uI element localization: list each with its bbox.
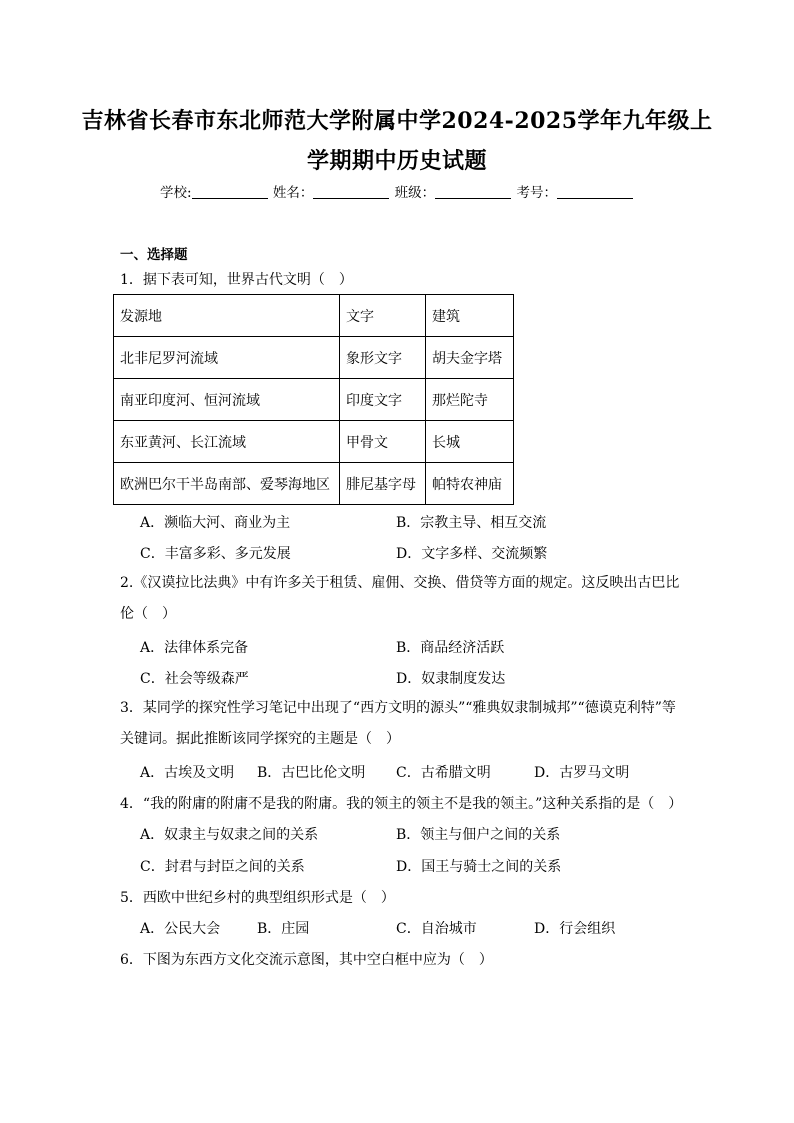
school-label: 学校: [160, 185, 192, 201]
class-blank[interactable] [435, 184, 511, 199]
q1-table [113, 294, 514, 505]
table-cell: 欧洲巴尔干半岛南部、爱琴海地区 [114, 463, 340, 505]
table-cell: 发源地 [114, 295, 340, 337]
q5-stem: 5．西欧中世纪乡村的典型组织形式是（ ） [120, 890, 395, 906]
q5-option-b[interactable]: B．庄园 [257, 921, 310, 937]
q3-option-d[interactable]: D．古罗马文明 [534, 765, 630, 781]
exam-no-label: 考号： [516, 185, 557, 201]
q3-option-a[interactable]: A．古埃及文明 [140, 765, 235, 781]
table-row [114, 379, 514, 421]
table-cell: 象形文字 [340, 337, 426, 379]
q4-option-b[interactable]: B．领主与佃户之间的关系 [396, 827, 561, 843]
q5-option-c[interactable]: C．自治城市 [396, 921, 477, 937]
table-cell: 那烂陀寺 [426, 379, 514, 421]
q3-stem: 3．某同学的探究性学习笔记中出现了“西方文明的源头”“雅典奴隶制城邦”“德谟克利特”等关键词。据此推断该同学探究的主题是（ ） [120, 700, 676, 747]
exam-title-line2: 学期期中历史试题 [306, 148, 487, 174]
student-info-line [0, 181, 794, 201]
q1-option-a[interactable]: A．濒临大河、商业为主 [140, 515, 291, 531]
q4-option-c[interactable]: C．封君与封臣之间的关系 [140, 859, 305, 875]
q3-option-c[interactable]: C．古希腊文明 [396, 765, 491, 781]
table-cell: 甲骨文 [340, 421, 426, 463]
q2-option-c[interactable]: C．社会等级森严 [140, 671, 249, 687]
q1-stem: 1．据下表可知，世界古代文明（ ） [120, 272, 353, 288]
table-row [114, 421, 514, 463]
table-cell: 北非尼罗河流域 [114, 337, 340, 379]
name-label: 姓名： [272, 185, 314, 201]
table-cell: 腓尼基字母 [340, 463, 426, 505]
q4-option-a[interactable]: A．奴隶主与奴隶之间的关系 [140, 827, 319, 843]
name-blank[interactable] [313, 184, 389, 199]
q4-option-d[interactable]: D．国王与骑士之间的关系 [396, 859, 562, 875]
table-row [114, 463, 514, 505]
q3-option-b[interactable]: B．古巴比伦文明 [257, 765, 366, 781]
q2-option-b[interactable]: B．商品经济活跃 [396, 640, 505, 656]
q5-option-d[interactable]: D．行会组织 [534, 921, 616, 937]
q1-option-c[interactable]: C．丰富多彩、多元发展 [140, 546, 291, 562]
q2-stem: 2.《汉谟拉比法典》中有许多关于租赁、雇佣、交换、借贷等方面的规定。这反映出古巴比伦（ ） [120, 575, 680, 622]
table-cell: 印度文字 [340, 379, 426, 421]
section-heading: 一、选择题 [120, 247, 188, 263]
q2-option-d[interactable]: D．奴隶制度发达 [396, 671, 506, 687]
table-cell: 南亚印度河、恒河流域 [114, 379, 340, 421]
q6-stem: 6．下图为东西方文化交流示意图，其中空白框中应为（ ） [120, 952, 493, 968]
exam-title-line1: 吉林省长春市东北师范大学附属中学2024-2025学年九年级上 [81, 108, 713, 134]
table-cell: 胡夫金字塔 [426, 337, 514, 379]
q5-option-a[interactable]: A．公民大会 [140, 921, 221, 937]
table-cell: 东亚黄河、长江流域 [114, 421, 340, 463]
table-row [114, 337, 514, 379]
table-cell: 文字 [340, 295, 426, 337]
table-cell: 长城 [426, 421, 514, 463]
exam-no-blank[interactable] [557, 184, 633, 199]
q1-option-b[interactable]: B．宗教主导、相互交流 [396, 515, 547, 531]
table-cell: 帕特农神庙 [426, 463, 514, 505]
q1-option-d[interactable]: D．文字多样、交流频繁 [396, 546, 548, 562]
table-cell: 建筑 [426, 295, 514, 337]
q2-option-a[interactable]: A．法律体系完备 [140, 640, 249, 656]
class-label: 班级： [394, 185, 436, 201]
q4-stem: 4．“我的附庸的附庸不是我的附庸。我的领主的领主不是我的领主。”这种关系指的是（ ） [120, 796, 683, 812]
table-row [114, 295, 514, 337]
school-blank[interactable] [192, 184, 268, 199]
